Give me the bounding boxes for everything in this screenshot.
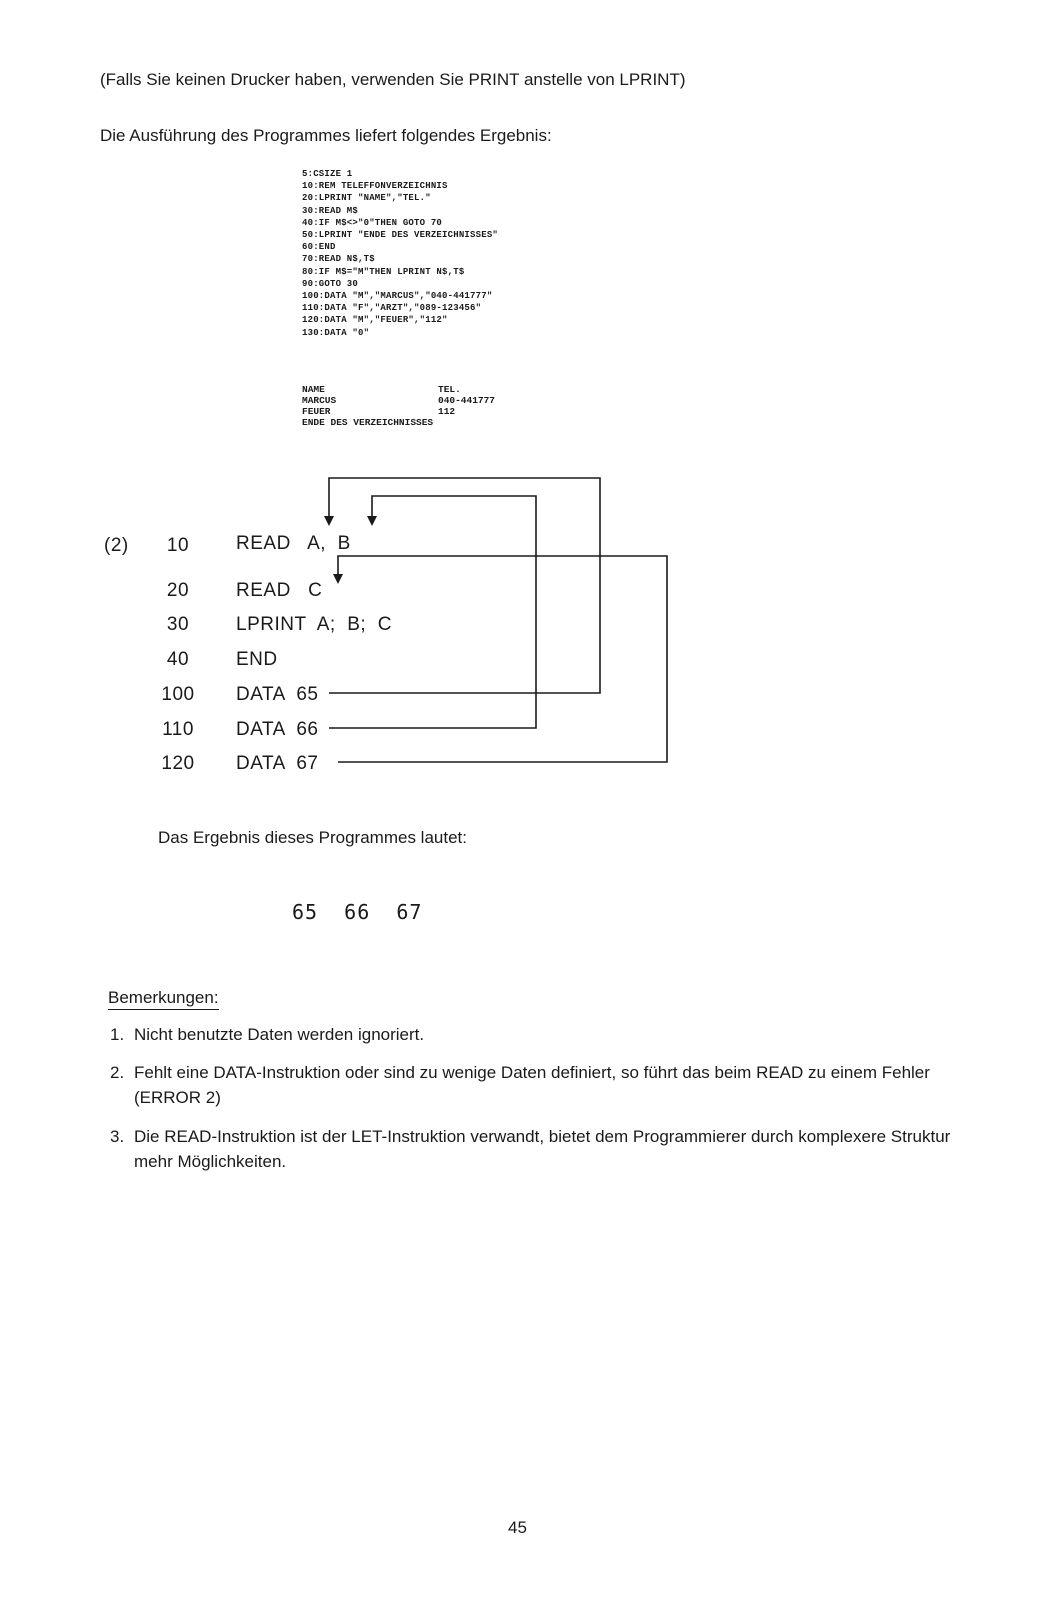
line-number: 30 bbox=[166, 614, 190, 635]
program-result: 65 66 67 bbox=[292, 900, 423, 924]
printer-note: (Falls Sie keinen Drucker haben, verwenden Sie PRINT anstelle von LPRINT) bbox=[100, 70, 686, 89]
code-line: READ C bbox=[236, 580, 323, 601]
listing-line: 120:DATA "M","FEUER","112" bbox=[302, 315, 448, 326]
listing-line: 70:READ N$,T$ bbox=[302, 254, 375, 265]
listing-line: 60:END bbox=[302, 242, 336, 253]
listing-line: 20:LPRINT "NAME","TEL." bbox=[302, 193, 431, 204]
listing-line: 30:READ M$ bbox=[302, 205, 359, 216]
page-number: 45 bbox=[508, 1518, 527, 1537]
listing-line: 130:DATA "0" bbox=[302, 327, 370, 338]
remark-item: 2. Fehlt eine DATA-Instruktion oder sind zu wenige Daten definiert, so führt das beim READ zu einem Fehler (ERROR 2) bbox=[110, 1063, 930, 1107]
arrowhead-b bbox=[367, 516, 377, 526]
listing-line: 90:GOTO 30 bbox=[302, 278, 359, 289]
pointer-line-65 bbox=[329, 478, 600, 693]
line-number: 40 bbox=[166, 649, 190, 670]
remark-item: 3. Die READ-Instruktion ist der LET-Instruktion verwandt, bietet dem Programmierer durch komplexere Struktur mehr Möglichkeiten. bbox=[110, 1127, 951, 1171]
code-line: DATA 66 bbox=[236, 719, 319, 740]
listing-line: 110:DATA "F","ARZT","089-123456" bbox=[302, 303, 482, 314]
arrowhead-a bbox=[324, 516, 334, 526]
code-line: READ A, B bbox=[236, 533, 351, 554]
line-number: 10 bbox=[166, 535, 190, 556]
listing-line: 50:LPRINT "ENDE DES VERZEICHNISSES" bbox=[302, 230, 499, 241]
arrowhead-c bbox=[333, 574, 343, 584]
output-row: MARCUS 040-441777 bbox=[302, 395, 496, 406]
output-row: NAME TEL. bbox=[302, 384, 461, 395]
remarks-heading: Bemerkungen: bbox=[108, 988, 219, 1010]
result-label: Das Ergebnis dieses Programmes lautet: bbox=[158, 828, 467, 847]
code-line: DATA 67 bbox=[236, 753, 319, 774]
result-intro: Die Ausführung des Programmes liefert folgendes Ergebnis: bbox=[100, 126, 552, 145]
line-number: 100 bbox=[161, 684, 195, 705]
listing-line: 80:IF M$="M"THEN LPRINT N$,T$ bbox=[302, 266, 465, 277]
pointer-line-67 bbox=[338, 556, 667, 762]
code-line: LPRINT A; B; C bbox=[236, 614, 392, 635]
line-number: 110 bbox=[162, 719, 194, 740]
output-row: FEUER 112 bbox=[302, 406, 456, 417]
remark-item: 1. Nicht benutzte Daten werden ignoriert. bbox=[110, 1025, 425, 1044]
code-line: DATA 65 bbox=[236, 684, 319, 705]
listing-line: 40:IF M$<>"0"THEN GOTO 70 bbox=[302, 217, 443, 228]
listing-line: 100:DATA "M","MARCUS","040-441777" bbox=[302, 291, 493, 302]
listing-line: 5:CSIZE 1 bbox=[302, 169, 353, 179]
output-footer: ENDE DES VERZEICHNISSES bbox=[302, 417, 434, 428]
example-label: (2) bbox=[104, 535, 129, 556]
listing-line: 10:REM TELEFFONVERZEICHNIS bbox=[302, 181, 448, 192]
line-number: 120 bbox=[161, 753, 195, 774]
line-number: 20 bbox=[166, 580, 190, 601]
code-line: END bbox=[236, 649, 278, 670]
